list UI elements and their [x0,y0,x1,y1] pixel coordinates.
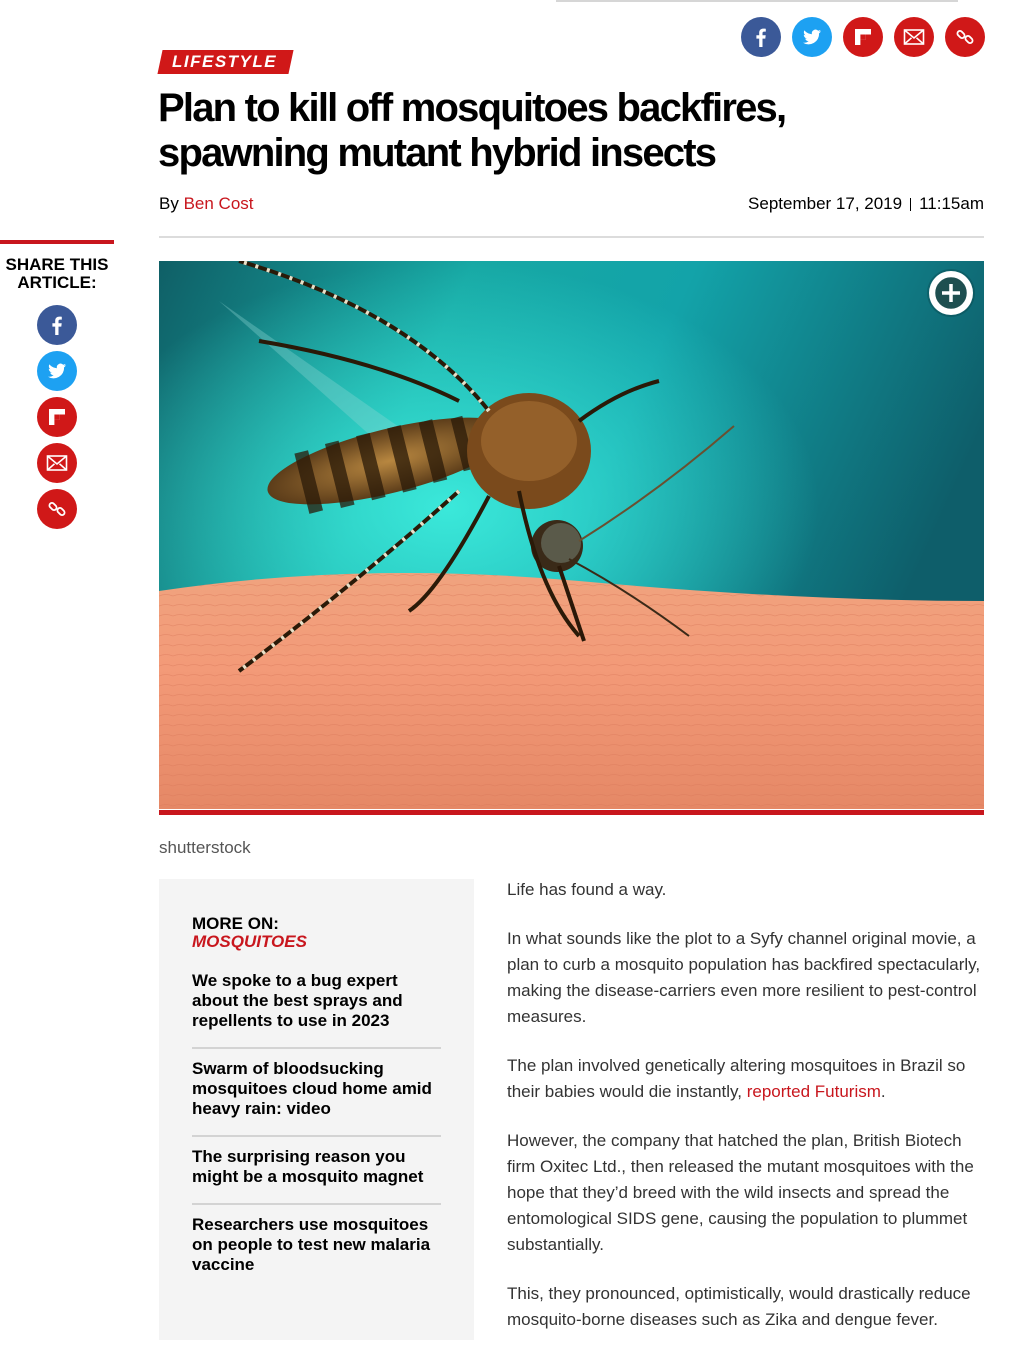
article-headline: Plan to kill off mosquitoes backfires, spawning mutant hybrid insects [158,86,786,175]
plus-circle-icon [931,273,971,313]
more-on-widget [159,879,474,1340]
top-share-bar [741,17,985,57]
twitter-share-button[interactable] [792,17,832,57]
paragraph-end: . [880,1082,886,1101]
email-icon [45,453,69,473]
more-on-topic-link[interactable]: MOSQUITOES [192,932,307,951]
publish-date-text: September 17, 2019 [748,194,903,213]
link-icon [46,498,68,520]
sidebar-share [0,240,114,529]
paragraph: Life has found a way. [507,880,667,899]
hero-image[interactable] [159,261,984,809]
article-body [507,877,983,1356]
sidebar-flipboard-button[interactable] [37,397,77,437]
header-divider [159,236,984,238]
flipboard-share-button[interactable] [843,17,883,57]
facebook-share-button[interactable] [741,17,781,57]
copy-link-button[interactable] [945,17,985,57]
related-article-link[interactable]: Researchers use mosquitoes on people to test new malaria vaccine [192,1215,431,1274]
email-icon [902,27,926,47]
facebook-icon [750,26,772,48]
mosquito-photo [159,261,984,809]
expand-image-button[interactable] [929,271,973,315]
byline-prefix: By [159,194,179,213]
top-divider [556,0,958,2]
sidebar-facebook-button[interactable] [37,305,77,345]
publish-time: 11:15am [919,194,984,213]
twitter-icon [45,359,69,383]
paragraph-text: The plan involved genetically altering mosquitoes in Brazil so their babies would die instantly, [507,1056,966,1101]
paragraph: However, the company that hatched the plan, British Biotech firm Oxitec Ltd., then released the mutant mosquitoes with the hope that they’d breed with the wild insects and spread the entomological SIDS gene, causing the population to plummet substantially. [507,1131,974,1254]
link-icon [954,26,976,48]
sidebar-link-button[interactable] [37,489,77,529]
paragraph [507,1053,983,1105]
related-article-link[interactable]: We spoke to a bug expert about the best sprays and repellents to use in 2023 [192,971,441,1049]
twitter-icon [800,25,824,49]
futurism-link[interactable]: reported Futurism [746,1082,881,1101]
related-list [192,971,441,1291]
paragraph: This, they pronounced, optimistically, would drastically reduce mosquito-borne diseases such as Zika and dengue fever. [507,1284,971,1329]
category-badge[interactable] [157,50,293,74]
facebook-icon [46,314,68,336]
flipboard-icon [46,406,68,428]
category-label: LIFESTYLE [172,52,278,71]
related-article-link[interactable]: Swarm of bloodsucking mosquitoes cloud home amid heavy rain: video [192,1049,441,1137]
share-label: SHARE THIS ARTICLE: [5,255,109,292]
image-credit: shutterstock [159,838,251,857]
paragraph: In what sounds like the plot to a Syfy channel original movie, a plan to curb a mosquito population has backfired spectacularly, making the disease-carriers even more resilient to pest-control measures. [507,929,981,1026]
email-share-button[interactable] [894,17,934,57]
byline [159,194,254,214]
hero-accent-bar [159,810,984,815]
publish-date [748,194,984,214]
more-on-title: MORE ON: [192,914,279,933]
sidebar-twitter-button[interactable] [37,351,77,391]
related-article-link[interactable]: The surprising reason you might be a mosquito magnet [192,1137,441,1205]
date-separator [910,198,911,211]
author-link[interactable]: Ben Cost [183,194,254,213]
flipboard-icon [852,26,874,48]
sidebar-email-button[interactable] [37,443,77,483]
sidebar-share-icons [0,305,114,529]
